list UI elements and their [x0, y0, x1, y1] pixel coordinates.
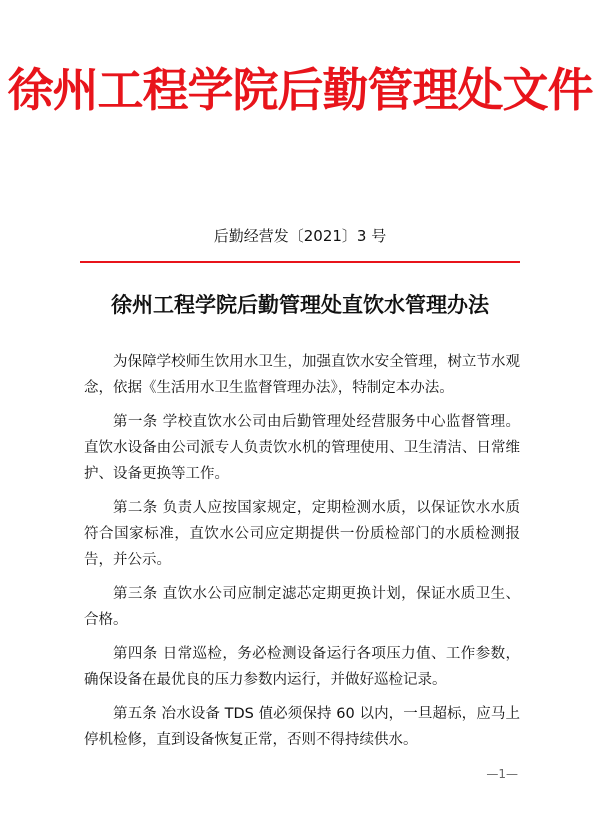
article-5-paragraph: 第五条 冶水设备 TDS 值必须保持 60 以内，一旦超标，应马上停机检修，直到设备恢复正常，否则不得持续供水。 — [84, 706, 520, 748]
intro-paragraph: 为保障学校师生饮用水卫生，加强直饮水安全管理，树立节水观念，依据《生活用水卫生监督管理办法》，特制定本办法。 — [84, 354, 520, 396]
article-2-paragraph: 第二条 负责人应按国家规定，定期检测水质，以保证饮水水质符合国家标准，直饮水公司应定期提供一份质检部门的水质检测报告，并公示。 — [84, 500, 520, 568]
article-4-paragraph: 第四条 日常巡检，务必检测设备运行各项压力值、工作参数，确保设备在最优良的压力参数内运行，并做好巡检记录。 — [84, 646, 520, 688]
red-divider-line — [80, 261, 520, 263]
document-title: 徐州工程学院后勤管理处直饮水管理办法 — [111, 292, 489, 317]
document-number: 后勤经营发〔2021〕3 号 — [213, 227, 387, 245]
document-body — [84, 349, 520, 761]
article-3-paragraph: 第三条 直饮水公司应制定滤芯定期更换计划，保证水质卫生、合格。 — [84, 586, 520, 628]
article-1-paragraph: 第一条 学校直饮水公司由后勤管理处经营服务中心监督管理。直饮水设备由公司派专人负责饮水机的管理使用、卫生清洁、日常维护、设备更换等工作。 — [84, 414, 520, 482]
document-header-title: 徐州工程学院后勤管理处文件 — [7, 63, 593, 117]
page-number: —1— — [486, 767, 518, 781]
